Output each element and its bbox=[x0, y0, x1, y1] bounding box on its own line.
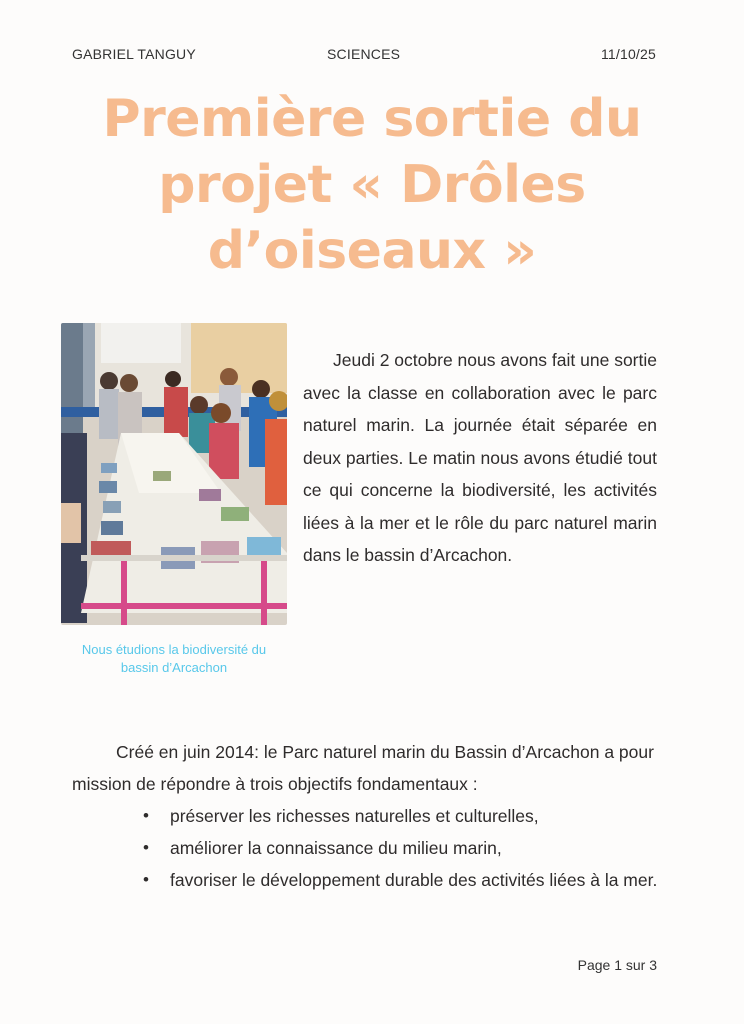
intro-paragraph: Jeudi 2 octobre nous avons fait une sortie avec la classe en collaboration avec le parc naturel marin. La journée était séparée en deux parties. Le matin nous avons étudié tout ce qui concerne la biodiversité, les activités liées à la mer et le rôle du parc naturel marin dans le bassin d’Arcachon. bbox=[303, 350, 657, 565]
header-subject: SCIENCES bbox=[327, 46, 401, 62]
page-title: Première sortie du projet « Drôles d’oiseaux » bbox=[102, 89, 642, 281]
page-number: Page 1 sur 3 bbox=[577, 957, 657, 973]
list-item: • préserver les richesses naturelles et culturelles, bbox=[140, 800, 660, 832]
photo-caption: Nous étudions la biodiversité du bassin d’Arcachon bbox=[81, 642, 267, 675]
list-item: • favoriser le développement durable des activités liées à la mer. bbox=[140, 864, 660, 896]
list-item: • améliorer la connaissance du milieu marin, bbox=[140, 832, 660, 864]
bullet-icon: • bbox=[143, 870, 149, 889]
classroom-photo bbox=[61, 323, 287, 625]
header-date: 11/10/25 bbox=[600, 46, 656, 62]
mission-paragraph: Créé en juin 2014: le Parc naturel marin du Bassin d’Arcachon a pour mission de répondre à trois objectifs fondamentaux : bbox=[72, 742, 654, 794]
header-author: GABRIEL TANGUY bbox=[72, 46, 196, 62]
mission-objectives-list bbox=[140, 800, 660, 896]
bullet-icon: • bbox=[143, 806, 149, 825]
bullet-icon: • bbox=[143, 838, 149, 857]
